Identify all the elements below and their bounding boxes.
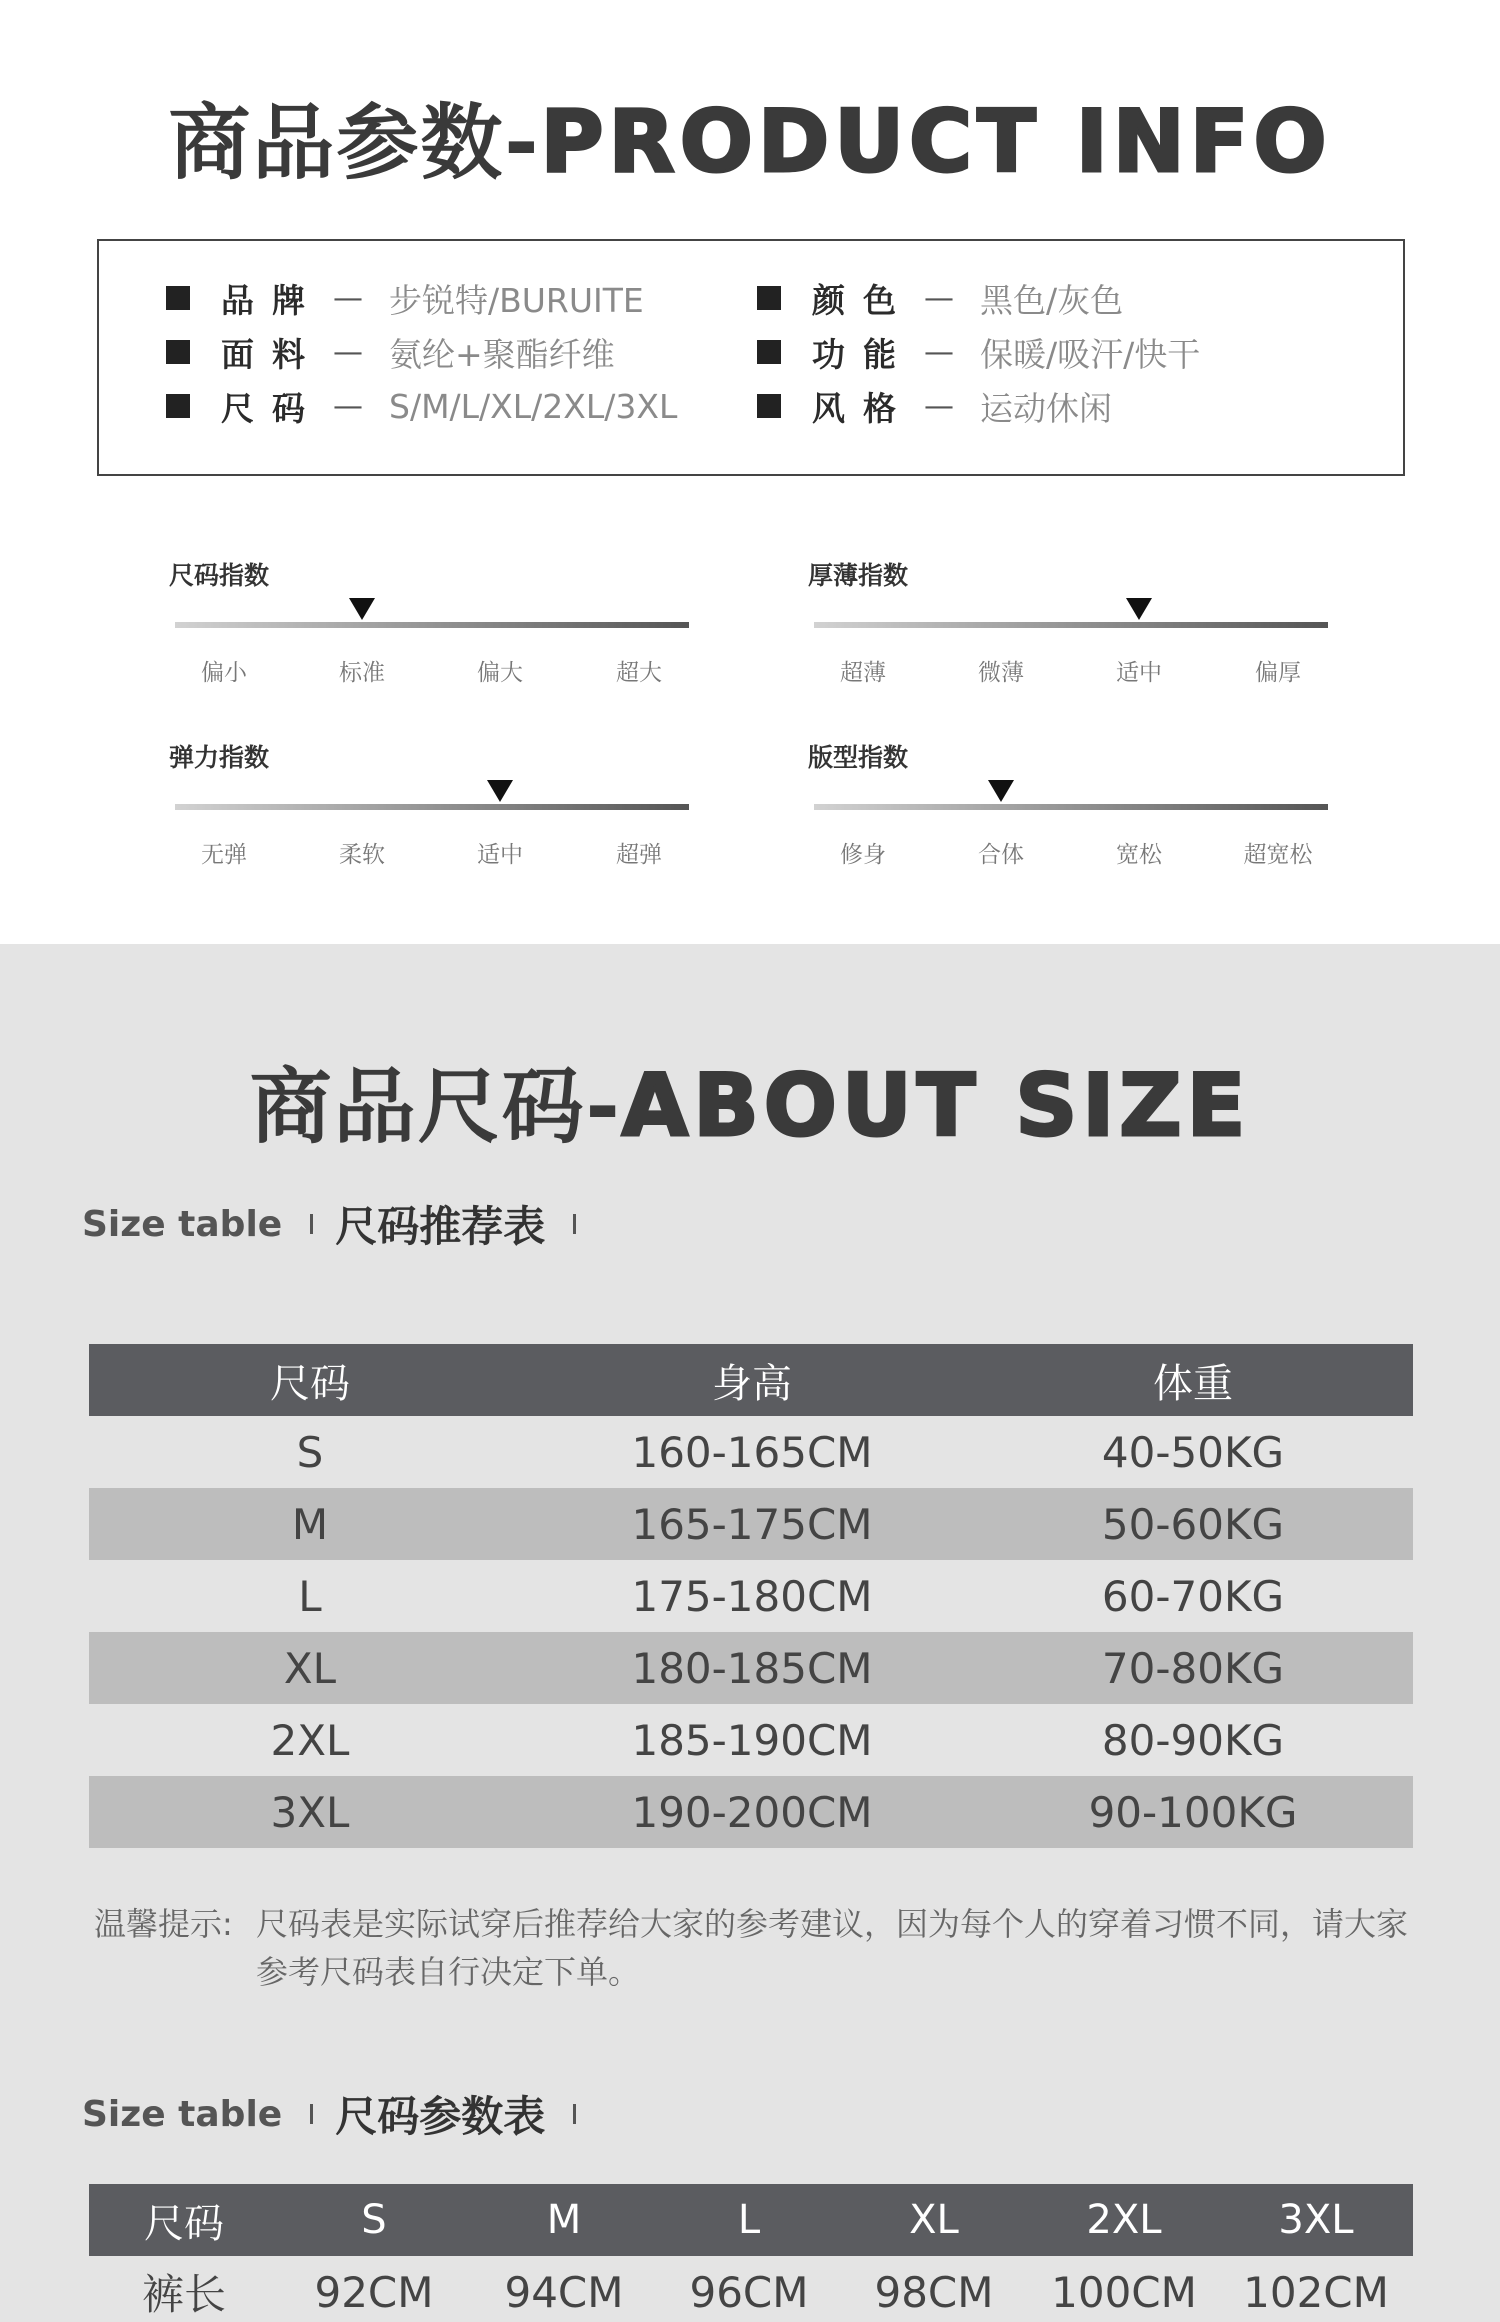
info-row-color [757, 278, 1123, 318]
table-row [89, 1416, 1413, 1488]
divider [310, 1214, 313, 1234]
scale-marker-icon [349, 598, 375, 620]
info-value: 步锐特/BURUITE [389, 280, 644, 320]
table-cell: 165-175CM [531, 1488, 973, 1560]
table-cell: 190-200CM [531, 1776, 973, 1848]
about-size-section [0, 944, 1500, 2322]
title-en: ABOUT SIZE [621, 1056, 1251, 1156]
info-dash: — [333, 334, 363, 370]
info-row-fabric [166, 332, 615, 372]
table-cell: 60-70KG [1101, 1571, 1285, 1621]
divider [573, 1214, 576, 1234]
scale-line [814, 804, 1328, 810]
scale-label: 弹力指数 [169, 743, 270, 772]
scale-thickness-index [808, 556, 1328, 706]
bullet-square-icon [166, 394, 190, 418]
info-value: 保暖/吸汗/快干 [980, 334, 1201, 374]
title-en: PRODUCT INFO [540, 92, 1332, 192]
product-info-section [0, 0, 1500, 944]
column-header: 2XL [1029, 2184, 1219, 2256]
info-key: 颜色 [812, 280, 914, 320]
table-cell: M [89, 1488, 531, 1560]
tip-text: 尺码表是实际试穿后推荐给大家的参考建议，因为每个人的穿着习惯不同，请大家参考尺码表自行决定下单。 [256, 1905, 1409, 1991]
table-header-row [89, 1344, 1413, 1416]
scale-label: 尺码指数 [169, 561, 270, 590]
scale-tick: 修身 [840, 842, 886, 868]
heading-en: Size table [82, 1203, 283, 1245]
info-row-style [757, 386, 1112, 426]
column-header: S [279, 2184, 469, 2256]
scale-tick: 标准 [339, 660, 385, 686]
column-header: 身高 [531, 1344, 973, 1416]
info-dash: — [333, 280, 363, 316]
bullet-square-icon [757, 340, 781, 364]
scale-marker-icon [1126, 598, 1152, 620]
table-row [89, 1776, 1413, 1848]
recommend-table-heading [82, 1194, 576, 1254]
info-dash: — [924, 334, 954, 370]
table-cell: 185-190CM [631, 1715, 873, 1765]
column-header: 尺码 [89, 2184, 279, 2256]
table-cell: 92CM [314, 2267, 434, 2317]
table-cell: 80-90KG [1101, 1715, 1285, 1765]
scale-tick: 宽松 [1116, 842, 1162, 868]
table-cell: 40-50KG [1101, 1427, 1285, 1477]
info-key: 功能 [812, 334, 914, 374]
scale-size-index [169, 556, 689, 706]
table-cell: XL [89, 1632, 531, 1704]
product-info-title [0, 78, 1500, 195]
scale-tick: 适中 [477, 842, 523, 868]
title-zh: 商品尺码- [249, 1060, 622, 1155]
about-size-title [0, 1042, 1500, 1159]
table-header-row [89, 2184, 1413, 2256]
heading-zh: 尺码推荐表 [335, 1202, 546, 1251]
table-cell: L [298, 1571, 322, 1621]
scale-label: 版型指数 [808, 743, 909, 772]
table-cell: 96CM [689, 2267, 809, 2317]
divider [310, 2104, 313, 2124]
table-row [89, 1632, 1413, 1704]
scale-tick: 超弹 [616, 842, 662, 868]
info-row-size [166, 386, 677, 426]
bullet-square-icon [166, 340, 190, 364]
bullet-square-icon [757, 286, 781, 310]
column-header: 体重 [973, 1344, 1413, 1416]
table-cell: 70-80KG [973, 1632, 1413, 1704]
scale-tick: 合体 [978, 842, 1024, 868]
table-row [89, 1488, 1413, 1560]
size-recommend-table [89, 1344, 1413, 1848]
table-cell: 3XL [89, 1776, 531, 1848]
scale-marker-icon [988, 780, 1014, 802]
table-row [89, 2256, 1413, 2322]
info-value: 氨纶+聚酯纤维 [389, 334, 615, 374]
table-cell: 50-60KG [973, 1488, 1413, 1560]
info-row-brand [166, 278, 644, 318]
table-cell: 裤长 [141, 2270, 226, 2319]
bullet-square-icon [757, 394, 781, 418]
scale-tick: 偏小 [201, 660, 247, 686]
info-key: 品牌 [221, 280, 323, 320]
scale-tick: 微薄 [978, 660, 1024, 686]
info-key: 尺码 [221, 388, 323, 428]
table-cell: 90-100KG [973, 1776, 1413, 1848]
scale-tick: 超宽松 [1243, 842, 1313, 868]
heading-en: Size table [82, 2093, 283, 2135]
column-header: XL [839, 2184, 1029, 2256]
scale-elasticity-index [169, 738, 689, 888]
heading-zh: 尺码参数表 [335, 2092, 546, 2141]
scale-tick: 超大 [616, 660, 662, 686]
table-cell: 175-180CM [631, 1571, 873, 1621]
column-header: L [659, 2184, 839, 2256]
column-header: M [469, 2184, 659, 2256]
table-cell: 2XL [270, 1715, 350, 1765]
scale-marker-icon [487, 780, 513, 802]
params-table-heading [82, 2084, 576, 2144]
scale-tick: 无弹 [201, 842, 247, 868]
info-key: 面料 [221, 334, 323, 374]
scale-line [175, 804, 689, 810]
info-dash: — [924, 388, 954, 424]
scale-tick: 柔软 [339, 842, 385, 868]
tip-label: 温馨提示: [94, 1905, 233, 1943]
table-cell: 100CM [1051, 2267, 1197, 2317]
table-cell: 180-185CM [531, 1632, 973, 1704]
size-params-table [89, 2184, 1413, 2322]
scale-tick: 适中 [1116, 660, 1162, 686]
scale-fit-index [808, 738, 1328, 888]
table-row [89, 1704, 1413, 1776]
scale-tick: 超薄 [840, 660, 886, 686]
table-cell: 98CM [874, 2267, 994, 2317]
info-row-function [757, 332, 1200, 372]
column-header: 3XL [1219, 2184, 1413, 2256]
info-dash: — [924, 280, 954, 316]
table-cell: 102CM [1243, 2267, 1389, 2317]
scale-tick: 偏大 [477, 660, 523, 686]
info-dash: — [333, 388, 363, 424]
table-cell: 94CM [504, 2267, 624, 2317]
bullet-square-icon [166, 286, 190, 310]
title-zh: 商品参数- [168, 96, 541, 191]
scale-line [175, 622, 689, 628]
divider [573, 2104, 576, 2124]
info-key: 风格 [812, 388, 914, 428]
column-header: 尺码 [89, 1344, 531, 1416]
scale-line [814, 622, 1328, 628]
table-cell: 160-165CM [631, 1427, 873, 1477]
info-value: S/M/L/XL/2XL/3XL [389, 386, 678, 426]
product-info-box [97, 239, 1405, 476]
info-value: 运动休闲 [980, 388, 1112, 428]
info-value: 黑色/灰色 [980, 280, 1124, 320]
table-row [89, 1560, 1413, 1632]
scale-tick: 偏厚 [1255, 660, 1301, 686]
scale-label: 厚薄指数 [808, 561, 909, 590]
table-cell: S [296, 1427, 324, 1477]
